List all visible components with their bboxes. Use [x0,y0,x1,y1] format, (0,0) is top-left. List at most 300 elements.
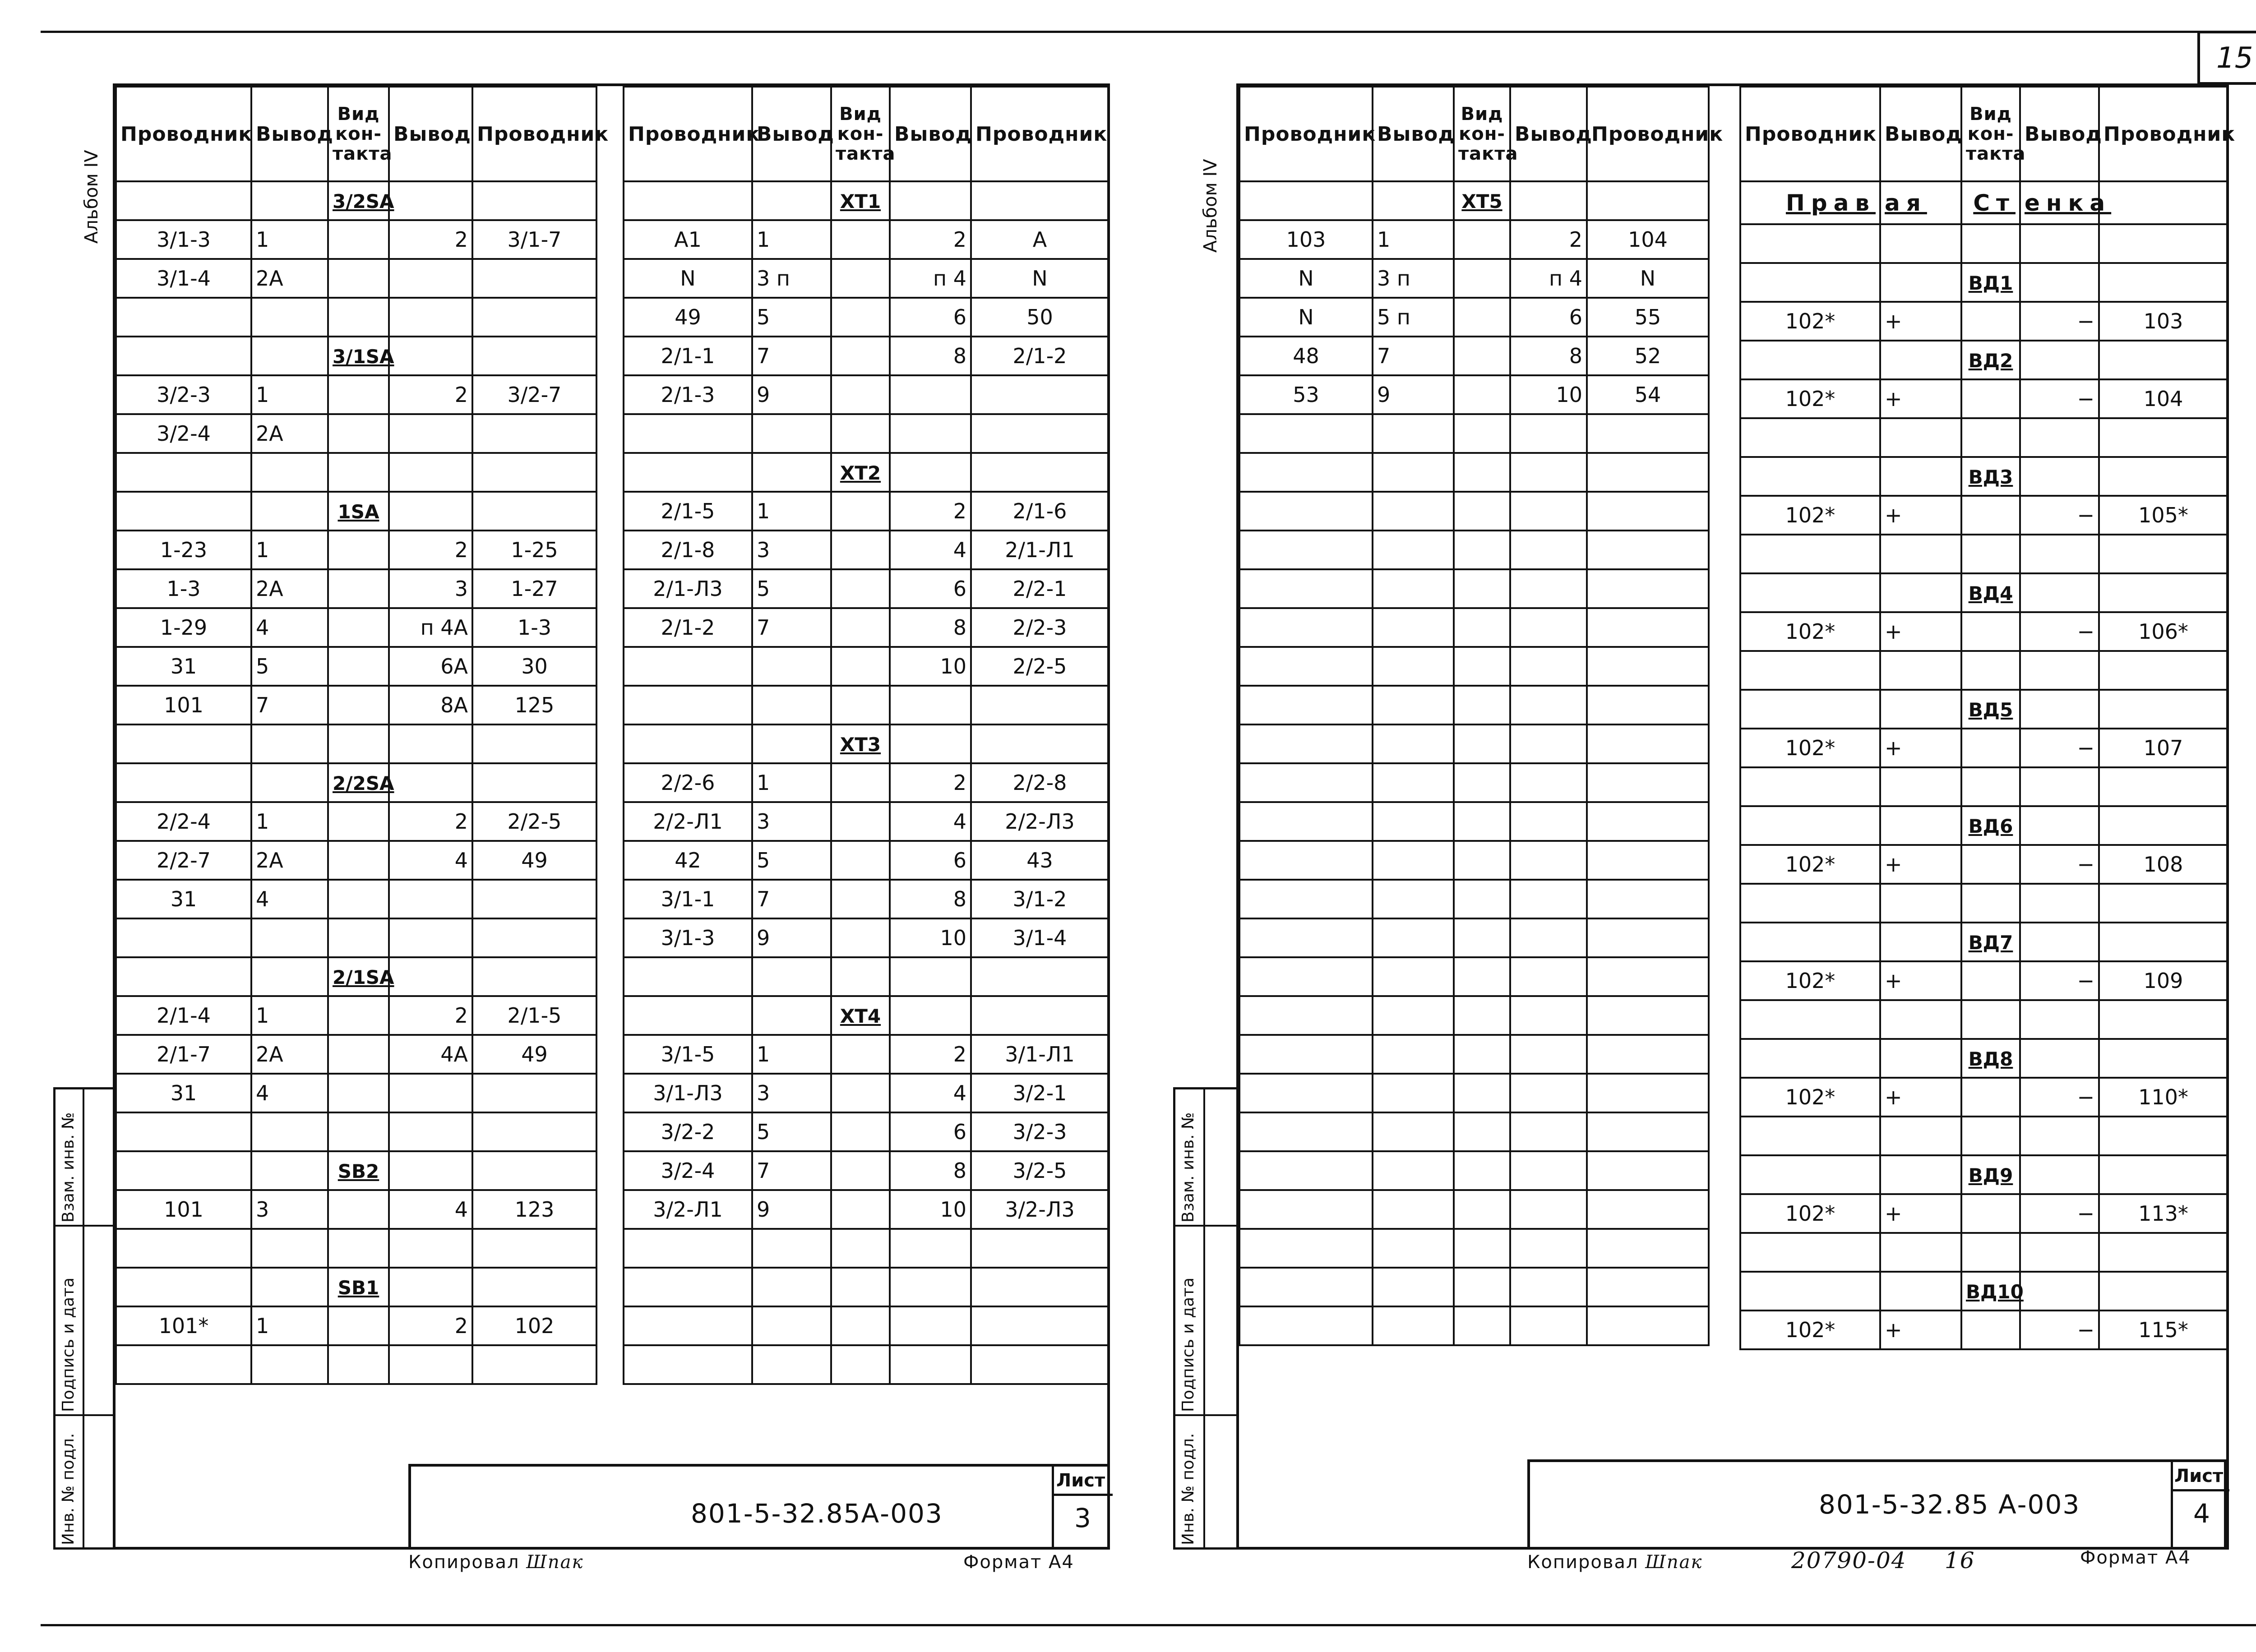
cell-contact-kind [1961,535,2020,573]
cell-conductor-to: 102 [472,1306,596,1345]
side-stamp-sign-date: Подпись и дата [1179,1277,1197,1412]
cell-conductor-from [1740,1272,1880,1311]
cell-contact-kind [1961,729,2020,767]
device-label: SB1 [337,1277,379,1299]
cell-pin-from [251,957,328,996]
cell-contact-kind [328,880,389,918]
cell-conductor-to [2099,1039,2228,1078]
cell-pin-to [2020,1117,2099,1155]
cell-pin-to [890,414,971,453]
cell-pin-from: 3 п [1373,259,1454,298]
cell-pin-to: 8А [389,686,472,724]
table-row [624,841,1109,880]
cell-pin-to [2020,1000,2099,1039]
table-row [624,1229,1109,1268]
table-row [116,918,596,957]
cell-conductor-to: 1-3 [472,608,596,647]
cell-conductor-to [971,181,1109,220]
cell-contact-kind [1454,996,1510,1035]
cell-pin-to: 6 [890,1112,971,1151]
cell-conductor-to [472,1112,596,1151]
cell-pin-to: п 4 [1510,259,1587,298]
table-row [624,1306,1109,1345]
cell-pin-to [389,259,472,298]
cell-contact-kind [328,492,389,531]
cell-pin-from [1880,806,1961,845]
cell-pin-to [389,1074,472,1112]
table-row [116,1268,596,1306]
cell-contact-kind [1454,375,1510,414]
order-number: 20790-04 [1791,1547,1907,1574]
cell-pin-to: − [2020,1194,2099,1233]
side-stamp-inv-no: Инв. № подл. [1179,1433,1197,1545]
cell-contact-kind [1961,1194,2020,1233]
cell-pin-to [890,375,971,414]
side-stamp-inv-no: Инв. № подл. [59,1433,78,1545]
device-label: ВД3 [1968,466,2013,488]
table-row [624,181,1109,220]
cell-pin-from [752,996,831,1035]
side-stamp-swap-inv: Взам. инв. № [1179,1112,1197,1223]
cell-contact-kind [1961,806,2020,845]
cell-conductor-to [472,1268,596,1306]
cell-conductor-from [1239,918,1373,957]
cell-pin-to [2020,1039,2099,1078]
cell-pin-from: 1 [251,1306,328,1345]
table-row [1740,573,2228,612]
cell-conductor-to: 110* [2099,1078,2228,1117]
col-conductor: Проводник [1239,87,1373,181]
table-row [1239,1035,1709,1074]
cell-conductor-to [1587,453,1709,492]
cell-conductor-from: 3/1-3 [624,918,752,957]
device-label: SB2 [337,1160,379,1182]
cell-pin-from [1880,224,1961,263]
cell-pin-from: 1 [752,220,831,259]
device-label: 2/1SA [333,966,394,988]
col-contact-kind: Вид кон- такта [1961,87,2020,181]
cell-conductor-from [624,1268,752,1306]
table-row [1740,1272,2228,1311]
cell-pin-from [1880,341,1961,379]
cell-pin-to [890,957,971,996]
cell-conductor-to [2099,806,2228,845]
table-row [1740,496,2228,535]
cell-contact-kind [1961,496,2020,535]
cell-pin-to [389,1151,472,1190]
cell-pin-to [890,453,971,492]
cell-conductor-from: 2/2-4 [116,802,251,841]
cell-contact-kind [831,763,890,802]
cell-pin-to: 6А [389,647,472,686]
cell-pin-to: 2 [890,492,971,531]
cell-pin-to [1510,453,1587,492]
cell-conductor-to [1587,531,1709,569]
cell-conductor-to [472,492,596,531]
cell-conductor-to [1587,414,1709,453]
cell-conductor-to: 2/2-Л3 [971,802,1109,841]
cell-pin-to [890,1229,971,1268]
cell-contact-kind [1454,414,1510,453]
cell-pin-from [251,1112,328,1151]
cell-pin-to [1510,647,1587,686]
cell-conductor-to: N [1587,259,1709,298]
cell-conductor-from [1740,573,1880,612]
cell-conductor-from [116,298,251,337]
cell-conductor-to [1587,1306,1709,1345]
cell-pin-to [890,1345,971,1384]
cell-conductor-from [1740,457,1880,496]
copied-signature-left: Шпак [526,1552,584,1573]
cell-pin-to [1510,531,1587,569]
cell-conductor-to: 3/2-5 [971,1151,1109,1190]
cell-conductor-to [1587,1229,1709,1268]
cell-conductor-from [116,453,251,492]
cell-pin-to [389,337,472,375]
table-row [116,414,596,453]
table-row [1239,337,1709,375]
table-row [116,763,596,802]
cell-pin-from: 2А [251,259,328,298]
cell-conductor-to [971,453,1109,492]
cell-pin-to: 2 [389,996,472,1035]
cell-pin-from: + [1880,379,1961,418]
cell-pin-from: + [1880,496,1961,535]
table-row [1239,918,1709,957]
cell-contact-kind [1454,918,1510,957]
cell-pin-from [1880,767,1961,806]
cell-conductor-to [1587,569,1709,608]
cell-contact-kind [1454,608,1510,647]
cell-conductor-from: 102* [1740,1311,1880,1349]
cell-conductor-from: 53 [1239,375,1373,414]
cell-pin-from: + [1880,961,1961,1000]
cell-conductor-to [2099,1272,2228,1311]
cell-pin-from [1373,414,1454,453]
cell-pin-to [890,1268,971,1306]
cell-pin-from [752,1268,831,1306]
cell-contact-kind [328,453,389,492]
cell-contact-kind [1961,961,2020,1000]
cell-contact-kind [328,647,389,686]
cell-contact-kind [328,1345,389,1384]
cell-conductor-from: 31 [116,1074,251,1112]
cell-pin-from [1373,531,1454,569]
cell-contact-kind [1454,569,1510,608]
order-number-suffix: 16 [1945,1547,1975,1574]
cell-pin-to [2020,341,2099,379]
cell-pin-from: + [1880,1078,1961,1117]
cell-pin-from: 3 [752,531,831,569]
cell-conductor-from [624,1229,752,1268]
device-label: ВД4 [1968,582,2013,605]
cell-conductor-to [1587,1112,1709,1151]
cell-pin-from: + [1880,845,1961,884]
col-pin: Вывод [752,87,831,181]
cell-conductor-from [1239,1035,1373,1074]
cell-conductor-to [472,957,596,996]
cell-contact-kind [1454,1112,1510,1151]
table-row [1740,535,2228,573]
drawing-code-left: 801-5-32.85А-003 [691,1498,943,1529]
table-row [1740,923,2228,961]
cell-pin-to [389,880,472,918]
title-block-right [1527,1459,2227,1550]
cell-conductor-from: 102* [1740,845,1880,884]
cell-contact-kind [328,337,394,375]
cell-pin-from [1373,1229,1454,1268]
cell-pin-from [1373,1151,1454,1190]
cell-pin-from [1373,1306,1454,1345]
cell-conductor-to [472,1151,596,1190]
col-pin: Вывод [389,87,472,181]
cell-conductor-to [472,414,596,453]
cell-conductor-to [472,724,596,763]
cell-pin-to [2020,418,2099,457]
cell-conductor-from [1239,1190,1373,1229]
cell-pin-to: 2 [890,1035,971,1074]
table-row [1239,1151,1709,1190]
device-label: 3/2SA [333,190,394,212]
cell-conductor-to [2099,1233,2228,1272]
cell-pin-from [1373,686,1454,724]
cell-conductor-from [1239,880,1373,918]
cell-conductor-from: 102* [1740,496,1880,535]
cell-pin-from [1880,263,1961,302]
table-row [116,1151,596,1190]
cell-pin-from: 4 [251,1074,328,1112]
cell-conductor-to [2099,1155,2228,1194]
col-conductor: Проводник [472,87,596,181]
cell-pin-from [1880,690,1961,729]
cell-pin-from: 7 [752,1151,831,1190]
cell-contact-kind [1961,612,2020,651]
device-label: ВД10 [1966,1281,2024,1303]
table-row [624,957,1109,996]
cell-pin-to [1510,569,1587,608]
cell-conductor-to: 113* [2099,1194,2228,1233]
cell-conductor-to [1587,181,1709,220]
col-pin: Вывод [890,87,971,181]
cell-pin-from: + [1880,1194,1961,1233]
table-row [1239,1112,1709,1151]
table-row [1740,457,2228,496]
cell-contact-kind [1454,647,1510,686]
table-row [1740,1311,2228,1349]
cell-conductor-from: 103 [1239,220,1373,259]
table-row [116,841,596,880]
cell-pin-to [2020,224,2099,263]
cell-conductor-from: 101 [116,686,251,724]
cell-pin-from [1880,1039,1961,1078]
cell-conductor-to [1587,918,1709,957]
cell-contact-kind [831,337,890,375]
table-row [1740,224,2228,263]
cell-pin-to [2020,535,2099,573]
cell-conductor-to [1587,724,1709,763]
side-stamp-sign-date: Подпись и дата [59,1277,78,1412]
cell-conductor-from [624,996,752,1035]
cell-conductor-from [1239,1306,1373,1345]
cell-conductor-from: 3/2-2 [624,1112,752,1151]
cell-pin-from [251,181,328,220]
cell-pin-from [752,1229,831,1268]
cell-pin-to [2020,263,2099,302]
cell-conductor-from [624,724,752,763]
cell-conductor-from [116,1112,251,1151]
cell-pin-to [389,414,472,453]
cell-pin-from: + [1880,302,1961,341]
cell-contact-kind [831,1306,890,1345]
table-row [116,880,596,918]
cell-conductor-to: 2/2-5 [971,647,1109,686]
cell-conductor-from [624,181,752,220]
cell-pin-to [1510,1190,1587,1229]
cell-pin-to [1510,1268,1587,1306]
cell-conductor-from: 102* [1740,612,1880,651]
cell-conductor-from: 49 [624,298,752,337]
cell-conductor-to: 2/2-3 [971,608,1109,647]
cell-pin-to: − [2020,729,2099,767]
cell-conductor-to: 2/2-1 [971,569,1109,608]
cell-pin-from: 1 [251,531,328,569]
copied-signature-right: Шпак [1645,1552,1703,1573]
table-row [1239,880,1709,918]
cell-conductor-from: 2/2-Л1 [624,802,752,841]
cell-pin-from: 1 [752,1035,831,1074]
cell-conductor-to [472,763,596,802]
cell-pin-to [2020,806,2099,845]
table-row [1239,1074,1709,1112]
cell-contact-kind [831,1190,890,1229]
cell-contact-kind [1454,1035,1510,1074]
cell-conductor-from: 2/1-8 [624,531,752,569]
table-row [624,686,1109,724]
cell-conductor-from: 102* [1740,729,1880,767]
cell-conductor-from: 2/1-2 [624,608,752,647]
cell-pin-to [389,181,472,220]
cell-contact-kind [1961,1078,2020,1117]
cell-conductor-to: 2/1-Л1 [971,531,1109,569]
table-row [116,724,596,763]
cell-conductor-to [971,1268,1109,1306]
cell-conductor-to: 104 [1587,220,1709,259]
table-row [116,1035,596,1074]
cell-contact-kind [328,220,389,259]
table-row [1740,729,2228,767]
cell-conductor-from [116,1229,251,1268]
table-row [116,957,596,996]
cell-contact-kind [1961,923,2020,961]
cell-contact-kind [328,181,394,220]
album-label-right: Альбом IV [1200,159,1221,253]
cell-pin-to [1510,880,1587,918]
table-row [1740,1117,2228,1155]
cell-conductor-to [472,453,596,492]
cell-conductor-to: А [971,220,1109,259]
cell-pin-to: 6 [890,569,971,608]
sheet-label-right: Лист [2174,1466,2224,1486]
cell-conductor-from: 2/1-5 [624,492,752,531]
cell-contact-kind [1961,884,2020,923]
cell-contact-kind [1454,763,1510,802]
cell-pin-from [1373,608,1454,647]
cell-pin-to: − [2020,302,2099,341]
table-row [1239,1306,1709,1345]
table-row [1740,806,2228,845]
cell-pin-from: 9 [1373,375,1454,414]
cell-contact-kind [831,957,890,996]
cell-pin-to [890,686,971,724]
cell-contact-kind [328,1151,389,1190]
cell-contact-kind [1454,531,1510,569]
col-conductor: Проводник [1740,87,1880,181]
cell-pin-from [1373,1074,1454,1112]
cell-pin-from: 3 п [752,259,831,298]
cell-pin-from: + [1880,612,1961,651]
cell-pin-from: 5 [752,298,831,337]
cell-pin-from [1880,535,1961,573]
cell-conductor-to [2099,224,2228,263]
right-wall-title-part3: Ст [1973,189,2016,216]
table-row [1239,996,1709,1035]
cell-conductor-to [2099,341,2228,379]
table-row [1740,961,2228,1000]
cell-pin-from: 9 [752,375,831,414]
cell-pin-from [1373,918,1454,957]
sheet-number-left: 3 [1074,1503,1091,1533]
cell-contact-kind [1961,1233,2020,1272]
table-row [1239,686,1709,724]
cell-pin-from: 1 [251,802,328,841]
cell-conductor-from [624,1306,752,1345]
cell-pin-to [389,1229,472,1268]
cell-conductor-from: 2/2-7 [116,841,251,880]
col-pin: Вывод [1880,87,1961,181]
cell-pin-from [251,1151,328,1190]
col-conductor: Проводник [1587,87,1709,181]
cell-contact-kind [328,569,389,608]
wiring-table-right-1 [1239,86,1724,1346]
cell-conductor-to [2099,651,2228,690]
title-block-left [408,1464,1110,1550]
cell-conductor-from: 2/1-1 [624,337,752,375]
cell-conductor-from [1740,767,1880,806]
device-label: ХТ3 [840,734,881,756]
cell-contact-kind [831,414,890,453]
cell-contact-kind [328,802,389,841]
cell-contact-kind [1961,302,2020,341]
cell-conductor-to: 54 [1587,375,1709,414]
cell-conductor-to [971,724,1109,763]
col-pin: Вывод [1373,87,1454,181]
cell-pin-from: 1 [752,763,831,802]
cell-conductor-to: 103 [2099,302,2228,341]
cell-pin-to [2020,690,2099,729]
cell-pin-from: 5 п [1373,298,1454,337]
cell-contact-kind [1454,220,1510,259]
table-row [1740,418,2228,457]
table-row [1740,845,2228,884]
cell-contact-kind [328,1035,389,1074]
cell-pin-to: − [2020,496,2099,535]
cell-pin-from [251,1268,328,1306]
cell-conductor-from [624,686,752,724]
cell-contact-kind [328,724,389,763]
cell-conductor-to: 52 [1587,337,1709,375]
cell-contact-kind [831,1035,890,1074]
cell-contact-kind [831,996,890,1035]
